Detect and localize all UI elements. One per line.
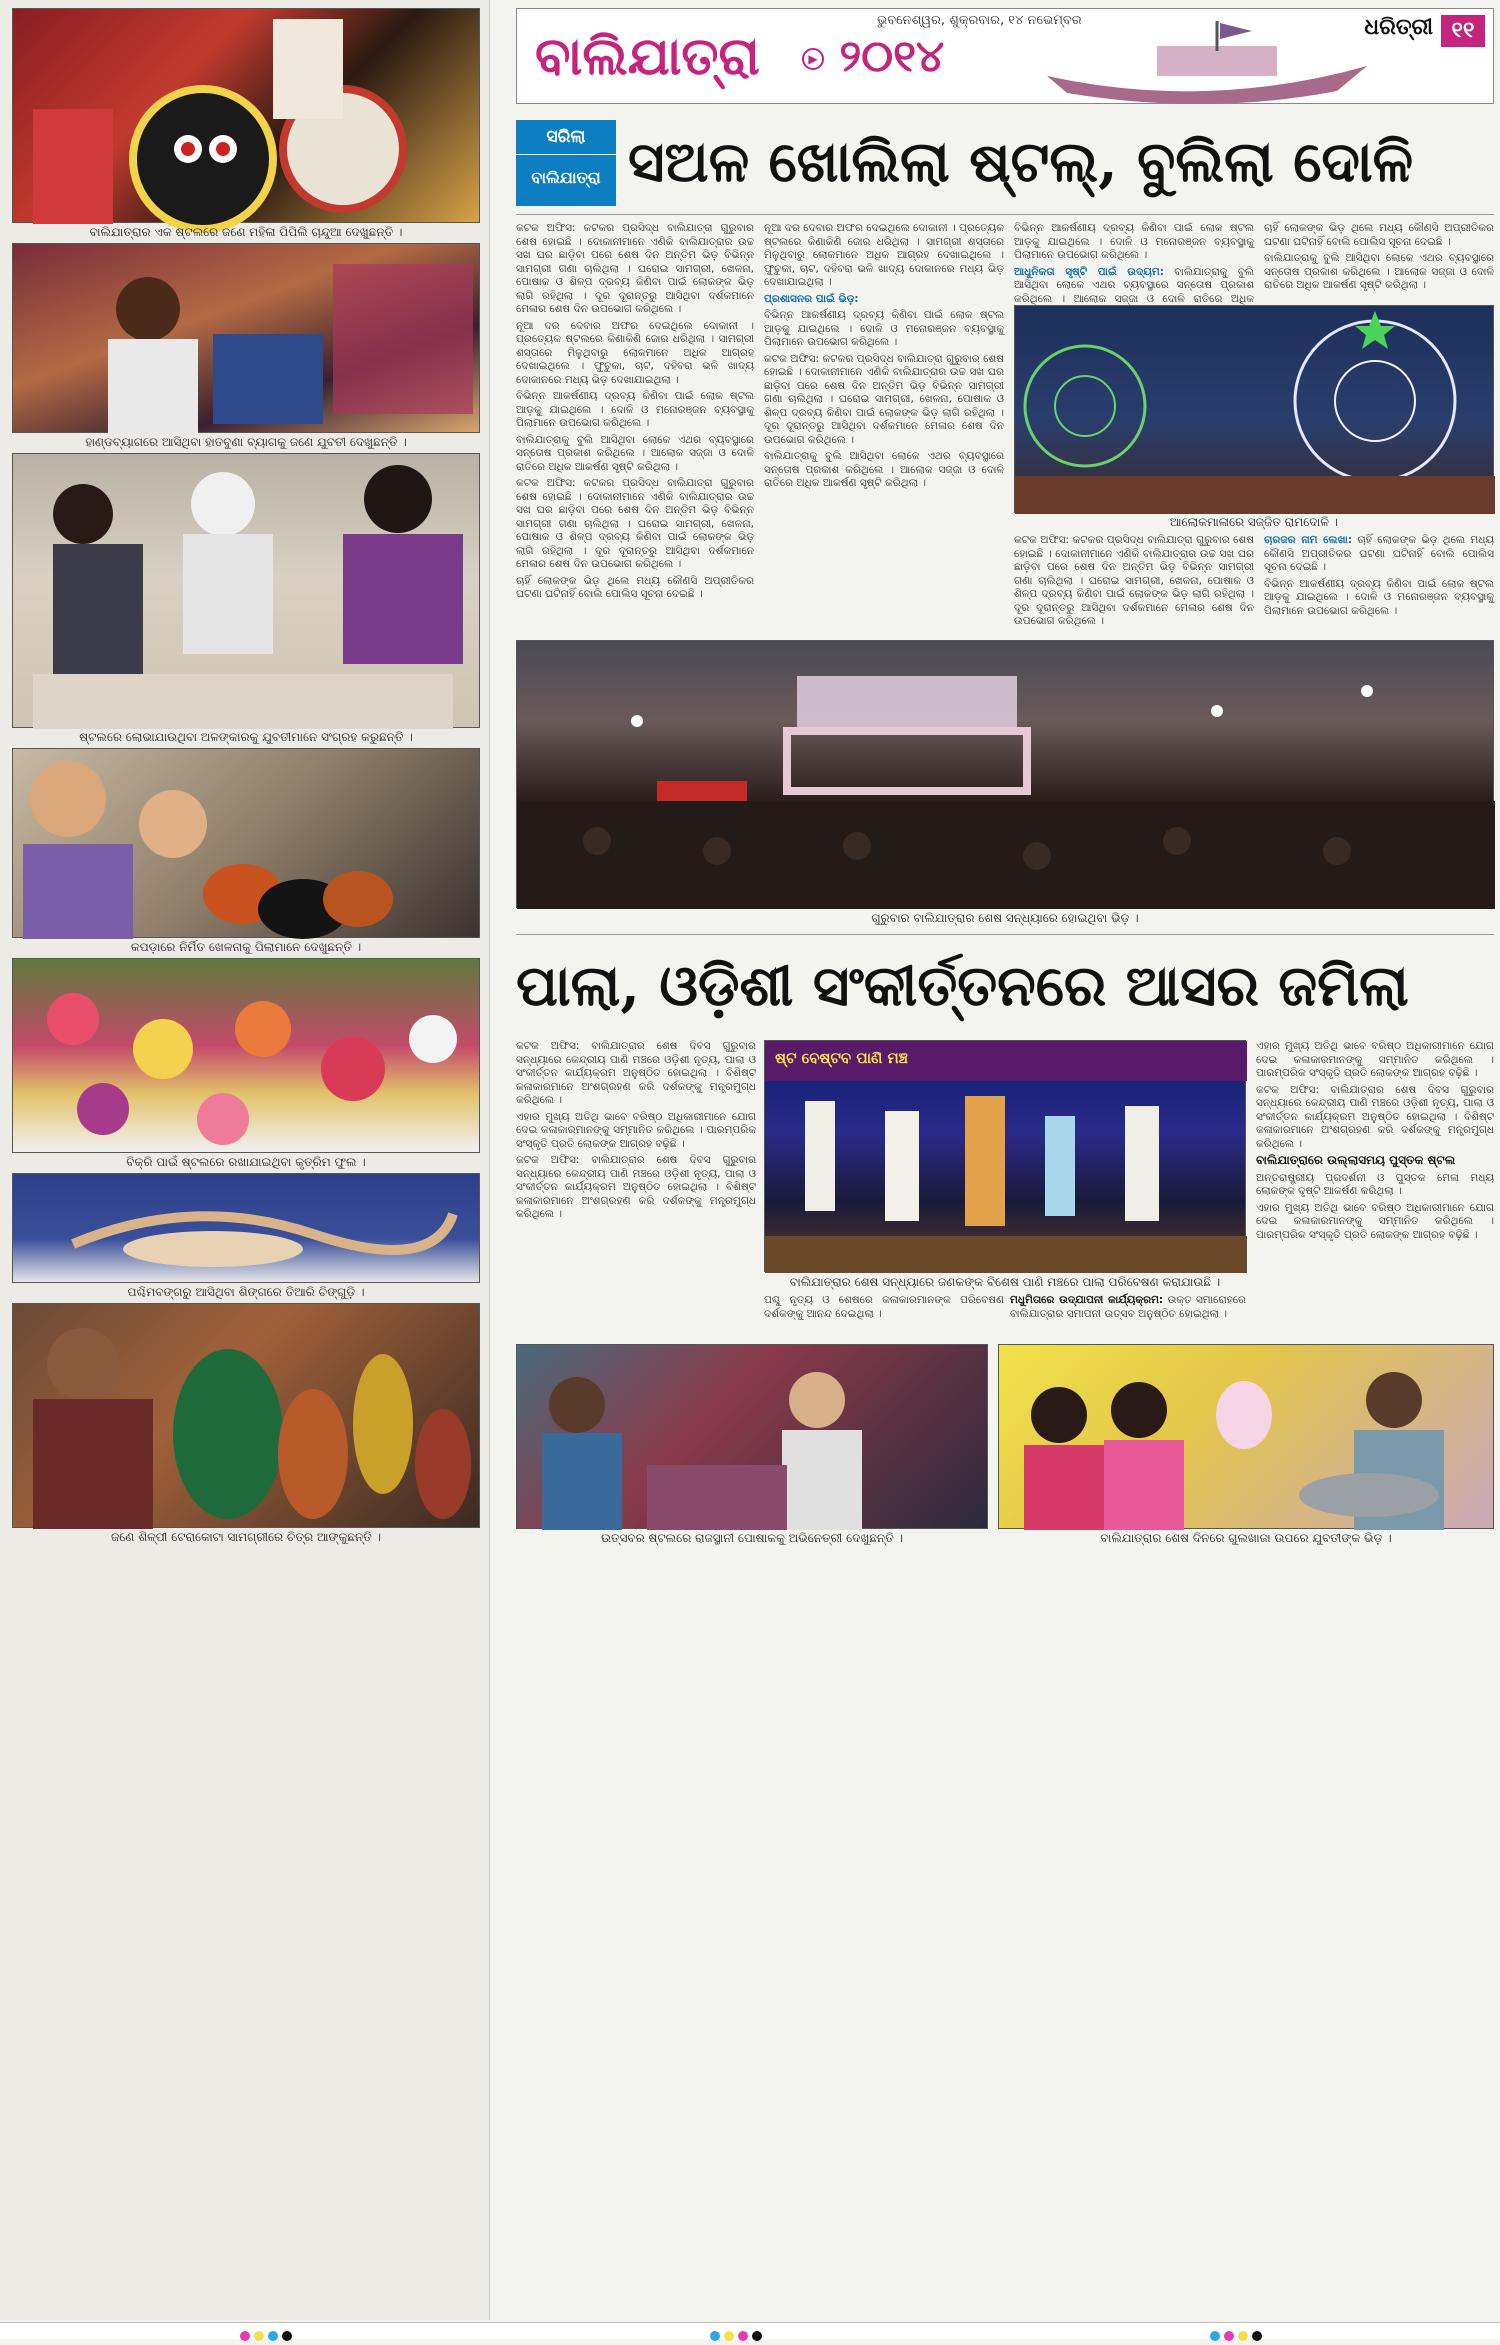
- story1-column-6: [1264, 534, 1494, 634]
- story2-column-1: [516, 1040, 756, 1330]
- caption-bottom-2: ବାଲିଯାତ୍ରାର ଶେଷ ଦିନରେ ଗୁଲଖାଜା ଉପରେ ଯୁବତୀଙ୍କ ଭିଡ଼ ।: [1100, 1531, 1392, 1545]
- story2-subhead-a: ବାଲିଯାତ୍ରାରେ ଉଲ୍ଲାସମୟ ପୁସ୍ତକ ଷ୍ଟଲ: [1256, 1153, 1456, 1167]
- photo-drawing: [13, 454, 481, 729]
- story1-kicker: [516, 120, 616, 206]
- story1-col5-text: କଟକ ଅଫିସ: କଟକର ପ୍ରସିଦ୍ଧ ବାଲିଯାତ୍ରା ଗୁରୁବାର ଶେଷ ହୋଇଛି । ଦୋକାନୀମାନେ ଏଣିକି ବାଲିଯାତ୍ରାର ଉଚ୍ଚ ସଖ ଘର ଛାଡ଼ିବା ପରେ ଶେଷ ଦିନ ଅନ୍ତିମ ଭିଡ଼ ବିଭିନ୍ନ ସାମଗ୍ରୀ ଗଣା ଚାଲିଥିଲା । ଘରୋଇ ସାମଗ୍ରୀ, ଖେଳନା, ପୋଷାକ ଓ ଶିଳ୍ପ ଦ୍ରବ୍ୟ କିଣିବା ପାଇଁ ଲୋକଙ୍କ ଭିଡ଼ ଲାଗି ରହିଥିଲା । ଦୂର ଦୂରାନ୍ତରୁ ଆସିଥିବା ଦର୍ଶକମାନେ ମେଳାର ଶେଷ ଦିନ ଉପଭୋଗ କରିଥିଲେ ।: [1014, 534, 1254, 627]
- story2-bottom-right: [1010, 1294, 1246, 1334]
- photo-cotton-candy: [998, 1344, 1494, 1529]
- story1-column-4: [1264, 222, 1494, 300]
- photo-crowd-night: [516, 640, 1494, 908]
- story2-col1-text-c: କଟକ ଅଫିସ: ବାଲିଯାତ୍ରାର ଶେଷ ଦିବସ ଗୁରୁବାର ସନ୍ଧ୍ୟାରେ କେନ୍ଦ୍ରୀୟ ପାଣି ମଞ୍ଚରେ ଓଡ଼ିଶୀ ନୃତ୍ୟ, ପାଲା ଓ ସଂକୀର୍ତ୍ତନ କାର୍ଯ୍ୟକ୍ରମ ଅନୁଷ୍ଠିତ ହୋଇଥିଲା । ବିଶିଷ୍ଟ କଳାକାରମାନେ ଅଂଶଗ୍ରହଣ କରି ଦର୍ଶକଙ୍କୁ ମନ୍ତ୍ରମୁଗ୍ଧ କରିଥିଲେ ।: [516, 1154, 756, 1220]
- story1-subhead-a: ପ୍ରଶାସନର ପାଇଁ ଭିଡ଼:: [764, 292, 859, 305]
- story2-col2-sub: [1256, 1154, 1494, 1169]
- caption-left-5: ବିକ୍ରି ପାଇଁ ଷ୍ଟଲରେ ରଖାଯାଇଥିବା କୃତ୍ରିମ ଫୁଲ ।: [126, 1155, 366, 1169]
- story2-bottom-left: [764, 1294, 1004, 1334]
- caption-left-3: ଷ୍ଟଲରେ ଲୋଭାଯାଉଥିବା ଅଳଙ୍କାରକୁ ଯୁବତୀମାନେ ସଂଗ୍ରହ କରୁଛନ୍ତି ।: [79, 730, 413, 744]
- story2-bottom-right-text: [1010, 1294, 1246, 1321]
- photo-drawing: [13, 749, 481, 939]
- story1-col1-text: କଟକ ଅଫିସ: କଟକର ପ୍ରସିଦ୍ଧ ବାଲିଯାତ୍ରା ଗୁରୁବାର ଶେଷ ହୋଇଛି । ଦୋକାନୀମାନେ ଏଣିକି ବାଲିଯାତ୍ରାର ଉଚ୍ଚ ସଖ ଘର ଛାଡ଼ିବା ପରେ ଶେଷ ଦିନ ଅନ୍ତିମ ଭିଡ଼ ବିଭିନ୍ନ ସାମଗ୍ରୀ ଗଣା ଚାଲିଥିଲା । ଘରୋଇ ସାମଗ୍ରୀ, ଖେଳନା, ପୋଷାକ ଓ ଶିଳ୍ପ ଦ୍ରବ୍ୟ କିଣିବା ପାଇଁ ଲୋକଙ୍କ ଭିଡ଼ ଲାଗି ରହିଥିଲା । ଦୂର ଦୂରାନ୍ତରୁ ଆସିଥିବା ଦର୍ଶକମାନେ ମେଳାର ଶେଷ ଦିନ ଉପଭୋଗ କରିଥିଲେ ।: [516, 222, 754, 315]
- story1-col2-text-d: ବାଲିଯାତ୍ରାକୁ ବୁଲି ଆସିଥିବା ଲୋକେ ଏଥର ବ୍ୟବସ୍ଥାରେ ସନ୍ତୋଷ ପ୍ରକାଶ କରିଥିଲେ । ଆଲୋକ ସଜ୍ଜା ଓ ଦୋଳି ରାତିରେ ଅଧିକ ଆକର୍ଷଣ ସୃଷ୍ଟି କରିଥିଲା ।: [764, 450, 1004, 489]
- story1-col3-text: ବିଭିନ୍ନ ଆକର୍ଷଣୀୟ ଦ୍ରବ୍ୟ କିଣିବା ପାଇଁ ଲୋକ ଷ୍ଟଲ ଆଡ଼କୁ ଯାଇଥିଲେ । ଦୋଳି ଓ ମନୋରଞ୍ଜନ ବ୍ୟବସ୍ଥାକୁ ପିଲାମାନେ ଉପଭୋଗ କରିଥିଲେ ।: [1014, 222, 1254, 261]
- photo-drawing: [13, 9, 481, 224]
- masthead-paper-name: ଧରିତ୍ରୀ: [1364, 15, 1433, 40]
- masthead-title: [535, 17, 760, 97]
- kicker-bottom: ବାଲିଯାତ୍ରା: [531, 168, 601, 187]
- page-number: ୧୧: [1451, 18, 1475, 43]
- caption-bottom-1: ଉତ୍ସବର ଷ୍ଟଲରେ ରାଜସ୍ଥାନୀ ପୋଷାକକୁ ଅଭିନେତ୍ରୀ ଦେଖୁଛନ୍ତି ।: [601, 1531, 903, 1545]
- masthead-title-right: ଯାତ୍ରା: [627, 26, 760, 87]
- masthead-year-text: ୨୦୧୪: [839, 31, 945, 82]
- story1-subhead-c: ଚାରଜର ନାମ ଲେଖା:: [1264, 534, 1353, 546]
- story1-col1-text-cont3: ବାଲିଯାତ୍ରାକୁ ବୁଲି ଆସିଥିବା ଲୋକେ ଏଥର ବ୍ୟବସ୍ଥାରେ ସନ୍ତୋଷ ପ୍ରକାଶ କରିଥିଲେ । ଆଲୋକ ସଜ୍ଜା ଓ ଦୋଳି ରାତିରେ ଅଧିକ ଆକର୍ଷଣ ସୃଷ୍ଟି କରିଥିଲା ।: [516, 433, 754, 473]
- photo-kids-toys: [12, 748, 480, 938]
- story2-bottom-left-text: ପଶ୍ଚୁ ନୃତ୍ୟ ଓ ଶେଷରେ କଳାକାରମାନଙ୍କ ପରିବେଷଣ ଦର୍ଶକଙ୍କୁ ଆନନ୍ଦ ଦେଇଥିଲା ।: [764, 1294, 1004, 1320]
- photo-fabric-stall: [516, 1344, 988, 1529]
- story2-headline: ପାଲା, ଓଡ଼ିଶୀ ସଂକୀର୍ତ୍ତନରେ ଆସର ଜମିଲା: [516, 953, 1409, 1019]
- kicker-top: ସରିଲା: [516, 120, 616, 155]
- story2-col2-text-c: ଅନ୍ତରାଷ୍ଟ୍ରୀୟ ପ୍ରଦର୍ଶନୀ ଓ ପୁସ୍ତକ ମେଳା ମଧ୍ୟ ଲୋକଙ୍କ ଦୃଷ୍ଟି ଆକର୍ଷଣ କରିଥିଲା ।: [1256, 1171, 1494, 1197]
- story1-column-5: [1014, 534, 1254, 634]
- boat-illustration: [1037, 21, 1377, 103]
- color-registration-marks-1: [240, 2326, 296, 2345]
- story1-col2-text: ନୂଆ ଦର ଦେବାର ଅଫର ଦେଇଥିଲେ ଦୋକାନୀ । ପ୍ରତ୍ୟେକ ଷ୍ଟଲରେ କିଣାକିଣି ଜୋର ଧରିଥିଲା । ସାମଗ୍ରୀ ଶସ୍ତାରେ ମିଳୁଥିବାରୁ ଲୋକମାନେ ଅଧିକ ଆଗ୍ରହ ଦେଖାଇଥିଲେ । ଫୁଚୁକା, ଚାଟ, ଦହିବରା ଭଳି ଖାଦ୍ୟ ଦୋକାନରେ ମଧ୍ୟ ଭିଡ଼ ଦେଖାଯାଇଥିଲା ।: [764, 222, 1004, 288]
- story1-col6-body: ଚାହିଁ ଲୋକଙ୍କ ଭିଡ଼ ଥିଲେ ମଧ୍ୟ କୌଣସି ଅପ୍ରୀତିକର ଘଟଣା ଘଟିନାହିଁ ବୋଲି ପୋଲିସ ସୂଚନା ଦେଇଛି ।: [1264, 534, 1495, 573]
- photo-drawing: [517, 1345, 989, 1530]
- story1-col4-text: ଚାହିଁ ଲୋକଙ୍କ ଭିଡ଼ ଥିଲେ ମଧ୍ୟ କୌଣସି ଅପ୍ରୀତିକର ଘଟଣା ଘଟିନାହିଁ ବୋଲି ପୋଲିସ ସୂଚନା ଦେଇଛି ।: [1264, 222, 1494, 248]
- caption-left-6: ପଶ୍ଚିମବଙ୍ଗରୁ ଆସିଥିବା ଶିଙ୍ଗରେ ତିଆରି ଚିଙ୍ଗୁଡ଼ି ।: [127, 1285, 365, 1299]
- story2-col2-text: ଏହାର ମୁଖ୍ୟ ଅତିଥି ଭାବେ ବରିଷ୍ଠ ଅଧିକାରୀମାନେ ଯୋଗ ଦେଇ କଳାକାରମାନଙ୍କୁ ସମ୍ମାନିତ କରିଥିଲେ । ପାରମ୍ପରିକ ସଂସ୍କୃତି ପ୍ରତି ଲୋକଙ୍କ ଆଗ୍ରହ ବଢ଼ିଛି ।: [1256, 1040, 1494, 1079]
- caption-left-1: ବାଲିଯାତ୍ରାର ଏକ ଷ୍ଟଲରେ ଜଣେ ମହିଳା ପିପିଲି ଚାନ୍ଦୁଆ ଦେଖୁଛନ୍ତି ।: [89, 225, 403, 239]
- masthead-title-left: ବାଲି: [535, 26, 628, 87]
- story2-subhead-b: ମଧୁମିତାରେ ଉଦ୍ଯାପନୀ କାର୍ଯ୍ୟକ୍ରମ:: [1010, 1294, 1164, 1306]
- story1-col1-text-cont2: ବିଭିନ୍ନ ଆକର୍ଷଣୀୟ ଦ୍ରବ୍ୟ କିଣିବା ପାଇଁ ଲୋକ ଷ୍ଟଲ ଆଡ଼କୁ ଯାଇଥିଲେ । ଦୋଳି ଓ ମନୋରଞ୍ଜନ ବ୍ୟବସ୍ଥାକୁ ପିଲାମାନେ ଉପଭୋଗ କରିଥିଲେ ।: [516, 390, 754, 429]
- registration-strip: [0, 2322, 1500, 2339]
- story1-col4-text-b: ବାଲିଯାତ୍ରାକୁ ବୁଲି ଆସିଥିବା ଲୋକେ ଏଥର ବ୍ୟବସ୍ଥାରେ ସନ୍ତୋଷ ପ୍ରକାଶ କରିଥିଲେ । ଆଲୋକ ସଜ୍ଜା ଓ ଦୋଳି ରାତିରେ ଅଧିକ ଆକର୍ଷଣ ସୃଷ୍ଟି କରିଥିଲା ।: [1264, 252, 1494, 291]
- photo-drawing: [999, 1345, 1495, 1530]
- story1-col2-sub: [764, 293, 1004, 307]
- story1-headline: ସଅଳ ଖୋଲିଲା ଷ୍ଟଲ୍, ବୁଲିଲା ଦୋଳି: [628, 129, 1414, 195]
- story1-col6-body-b: ବିଭିନ୍ନ ଆକର୍ଷଣୀୟ ଦ୍ରବ୍ୟ କିଣିବା ପାଇଁ ଲୋକ ଷ୍ଟଲ ଆଡ଼କୁ ଯାଇଥିଲେ । ଦୋଳି ଓ ମନୋରଞ୍ଜନ ବ୍ୟବସ୍ଥାକୁ ପିଲାମାନେ ଉପଭୋଗ କରିଥିଲେ ।: [1264, 577, 1494, 617]
- story2-col1-text-b: ଏହାର ମୁଖ୍ୟ ଅତିଥି ଭାବେ ବରିଷ୍ଠ ଅଧିକାରୀମାନେ ଯୋଗ ଦେଇ କଳାକାରମାନଙ୍କୁ ସମ୍ମାନିତ କରିଥିଲେ । ପାରମ୍ପରିକ ସଂସ୍କୃତି ପ୍ରତି ଲୋକଙ୍କ ଆଗ୍ରହ ବଢ଼ିଛି ।: [516, 1110, 756, 1150]
- photo-pipili-applique: [12, 8, 480, 223]
- caption-left-2: ହାଣ୍ଡବ୍ୟାଗରେ ଆସିଥିବା ହାତବୁଣା ବ୍ୟାଗକୁ ଜଣେ ଯୁବତୀ ଦେଖୁଛନ୍ତି ।: [85, 435, 407, 449]
- caption-crowd: ଗୁରୁବାର ବାଲିଯାତ୍ରାର ଶେଷ ସନ୍ଧ୍ୟାରେ ହୋଇଥିବା ଭିଡ଼ ।: [871, 911, 1139, 925]
- story1-col1-text-cont4: କଟକ ଅଫିସ: କଟକର ପ୍ରସିଦ୍ଧ ବାଲିଯାତ୍ରା ଗୁରୁବାର ଶେଷ ହୋଇଛି । ଦୋକାନୀମାନେ ଏଣିକି ବାଲିଯାତ୍ରାର ଉଚ୍ଚ ସଖ ଘର ଛାଡ଼ିବା ପରେ ଶେଷ ଦିନ ଅନ୍ତିମ ଭିଡ଼ ବିଭିନ୍ନ ସାମଗ୍ରୀ ଗଣା ଚାଲିଥିଲା । ଘରୋଇ ସାମଗ୍ରୀ, ଖେଳନା, ପୋଷାକ ଓ ଶିଳ୍ପ ଦ୍ରବ୍ୟ କିଣିବା ପାଇଁ ଲୋକଙ୍କ ଭିଡ଼ ଲାଗି ରହିଥିଲା । ଦୂର ଦୂରାନ୍ତରୁ ଆସିଥିବା ଦର୍ଶକମାନେ ମେଳାର ଶେଷ ଦିନ ଉପଭୋଗ କରିଥିଲେ ।: [516, 477, 754, 570]
- story1-subhead-b: ଆଧୁନିକତା ସୃଷ୍ଟି ପାଇଁ ଉଦ୍ୟମ:: [1014, 265, 1164, 278]
- photo-drawing: [13, 959, 481, 1154]
- photo-drawing: [13, 1304, 481, 1529]
- photo-horn-prawn: [12, 1173, 480, 1283]
- masthead-year: [802, 27, 944, 87]
- story2-col1-text: କଟକ ଅଫିସ: ବାଲିଯାତ୍ରାର ଶେଷ ଦିବସ ଗୁରୁବାର ସନ୍ଧ୍ୟାରେ କେନ୍ଦ୍ରୀୟ ପାଣି ମଞ୍ଚରେ ଓଡ଼ିଶୀ ନୃତ୍ୟ, ପାଲା ଓ ସଂକୀର୍ତ୍ତନ କାର୍ଯ୍ୟକ୍ରମ ଅନୁଷ୍ଠିତ ହୋଇଥିଲା । ବିଶିଷ୍ଟ କଳାକାରମାନେ ଅଂଶଗ୍ରହଣ କରି ଦର୍ଶକଙ୍କୁ ମନ୍ତ୍ରମୁଗ୍ଧ କରିଥିଲେ ।: [516, 1040, 756, 1106]
- photo-ferris-wheel: [1014, 305, 1494, 513]
- caption-stage: ବାଲିଯାତ୍ରାର ଶେଷ ସନ୍ଧ୍ୟାରେ ଜଣକଙ୍କ ବିଶେଷ ପାଣି ମଞ୍ଚରେ ପାଲା ପରିବେଷଣ କରାଯାଉଛି ।: [789, 1275, 1221, 1289]
- photo-terracotta-artist: [12, 1303, 480, 1528]
- story1-col1-text-cont: ନୂଆ ଦର ଦେବାର ଅଫର ଦେଇଥିଲେ ଦୋକାନୀ । ପ୍ରତ୍ୟେକ ଷ୍ଟଲରେ କିଣାକିଣି ଜୋର ଧରିଥିଲା । ସାମଗ୍ରୀ ଶସ୍ତାରେ ମିଳୁଥିବାରୁ ଲୋକମାନେ ଅଧିକ ଆଗ୍ରହ ଦେଖାଇଥିଲେ । ଫୁଚୁକା, ଚାଟ, ଦହିବରା ଭଳି ଖାଦ୍ୟ ଦୋକାନରେ ମଧ୍ୟ ଭିଡ଼ ଦେଖାଯାଇଥିଲା ।: [516, 319, 754, 386]
- photo-bead-shopping: [12, 453, 480, 728]
- photo-handbag-stall: [12, 243, 480, 433]
- boat-icon: [1037, 21, 1377, 103]
- story2-col2-text-b: କଟକ ଅଫିସ: ବାଲିଯାତ୍ରାର ଶେଷ ଦିବସ ଗୁରୁବାର ସନ୍ଧ୍ୟାରେ କେନ୍ଦ୍ରୀୟ ପାଣି ମଞ୍ଚରେ ଓଡ଼ିଶୀ ନୃତ୍ୟ, ପାଲା ଓ ସଂକୀର୍ତ୍ତନ କାର୍ଯ୍ୟକ୍ରମ ଅନୁଷ୍ଠିତ ହୋଇଥିଲା । ବିଶିଷ୍ଟ କଳାକାରମାନେ ଅଂଶଗ୍ରହଣ କରି ଦର୍ଶକଙ୍କୁ ମନ୍ତ୍ରମୁଗ୍ଧ କରିଥିଲେ ।: [1256, 1083, 1494, 1150]
- photo-drawing: [1015, 306, 1495, 514]
- year-arrow-icon: ▶: [802, 48, 824, 70]
- photo-drawing: [13, 244, 481, 434]
- story1-col2-text-b: ବିଭିନ୍ନ ଆକର୍ଷଣୀୟ ଦ୍ରବ୍ୟ କିଣିବା ପାଇଁ ଲୋକ ଷ୍ଟଲ ଆଡ଼କୁ ଯାଇଥିଲେ । ଦୋଳି ଓ ମନୋରଞ୍ଜନ ବ୍ୟବସ୍ଥାକୁ ପିଲାମାନେ ଉପଭୋଗ କରିଥିଲେ ।: [764, 309, 1004, 348]
- caption-left-7: ଜଣେ ଶିଳ୍ପୀ ଟେରାକୋଟା ସାମଗ୍ରୀରେ ଚିତ୍ର ଆଙ୍କୁଛନ୍ତି ।: [111, 1530, 381, 1544]
- stage-banner: ଷ୍ଟ ବେଷ୍ଟବ ପାଣି ମଞ୍ଚ: [775, 1049, 908, 1067]
- story1-col6-text: [1264, 534, 1494, 575]
- story1-col1-text-cont5: ଚାହିଁ ଲୋକଙ୍କ ଭିଡ଼ ଥିଲେ ମଧ୍ୟ କୌଣସି ଅପ୍ରୀତିକର ଘଟଣା ଘଟିନାହିଁ ବୋଲି ପୋଲିସ ସୂଚନା ଦେଇଛି ।: [516, 574, 754, 600]
- masthead-dateline: ଭୁବନେଶ୍ୱର, ଶୁକ୍ରବାର, ୧୪ ନଭେମ୍ବର: [877, 13, 1082, 28]
- masthead: [516, 8, 1494, 104]
- story2-column-2: [1256, 1040, 1494, 1330]
- photo-artificial-flowers: [12, 958, 480, 1153]
- photo-drawing: [765, 1041, 1247, 1273]
- story2-bottom-right-body: ଉକ୍ତ ସମାରୋହରେ ବାଲିଯାତ୍ରାର ସମାପନୀ ଉତ୍ସବ ଅନୁଷ୍ଠିତ ହୋଇଥିଲା ।: [1010, 1294, 1247, 1320]
- story2-col2-text-d: ଏହାର ମୁଖ୍ୟ ଅତିଥି ଭାବେ ବରିଷ୍ଠ ଅଧିକାରୀମାନେ ଯୋଗ ଦେଇ କଳାକାରମାନଙ୍କୁ ସମ୍ମାନିତ କରିଥିଲେ । ପାରମ୍ପରିକ ସଂସ୍କୃତି ପ୍ରତି ଲୋକଙ୍କ ଆଗ୍ରହ ବଢ଼ିଛି ।: [1256, 1201, 1494, 1241]
- photo-stage-pala: [764, 1040, 1246, 1272]
- color-registration-marks-3: [1210, 2326, 1266, 2345]
- color-registration-marks-2: [710, 2326, 766, 2345]
- story1-column-3: [1014, 222, 1255, 305]
- photo-drawing: [517, 641, 1495, 909]
- photo-drawing: [13, 1174, 481, 1284]
- caption-left-4: କପଡ଼ାରେ ନିର୍ମିତ ଖେଳନାକୁ ପିଲାମାନେ ଦେଖୁଛନ୍ତି ।: [130, 940, 362, 954]
- story1-col2-text-c: କଟକ ଅଫିସ: କଟକର ପ୍ରସିଦ୍ଧ ବାଲିଯାତ୍ରା ଗୁରୁବାର ଶେଷ ହୋଇଛି । ଦୋକାନୀମାନେ ଏଣିକି ବାଲିଯାତ୍ରାର ଉଚ୍ଚ ସଖ ଘର ଛାଡ଼ିବା ପରେ ଶେଷ ଦିନ ଅନ୍ତିମ ଭିଡ଼ ବିଭିନ୍ନ ସାମଗ୍ରୀ ଗଣା ଚାଲିଥିଲା । ଘରୋଇ ସାମଗ୍ରୀ, ଖେଳନା, ପୋଷାକ ଓ ଶିଳ୍ପ ଦ୍ରବ୍ୟ କିଣିବା ପାଇଁ ଲୋକଙ୍କ ଭିଡ଼ ଲାଗି ରହିଥିଲା । ଦୂର ଦୂରାନ୍ତରୁ ଆସିଥିବା ଦର୍ଶକମାନେ ମେଳାର ଶେଷ ଦିନ ଉପଭୋଗ କରିଥିଲେ ।: [764, 352, 1004, 446]
- page-number-badge: [1441, 15, 1485, 47]
- caption-ferris-wheel: ଆଲୋକମାଳାରେ ସଜ୍ଜିତ ରାମଦୋଳି ।: [1169, 515, 1339, 529]
- story1-col3-text-b: ବାଲିଯାତ୍ରାକୁ ବୁଲି ଆସିଥିବା ଲୋକେ ଏଥର ବ୍ୟବସ୍ଥାରେ ସନ୍ତୋଷ ପ୍ରକାଶ କରିଥିଲେ । ଆଲୋକ ସଜ୍ଜା ଓ ଦୋଳି ରାତିରେ ଅଧିକ: [1014, 265, 1255, 305]
